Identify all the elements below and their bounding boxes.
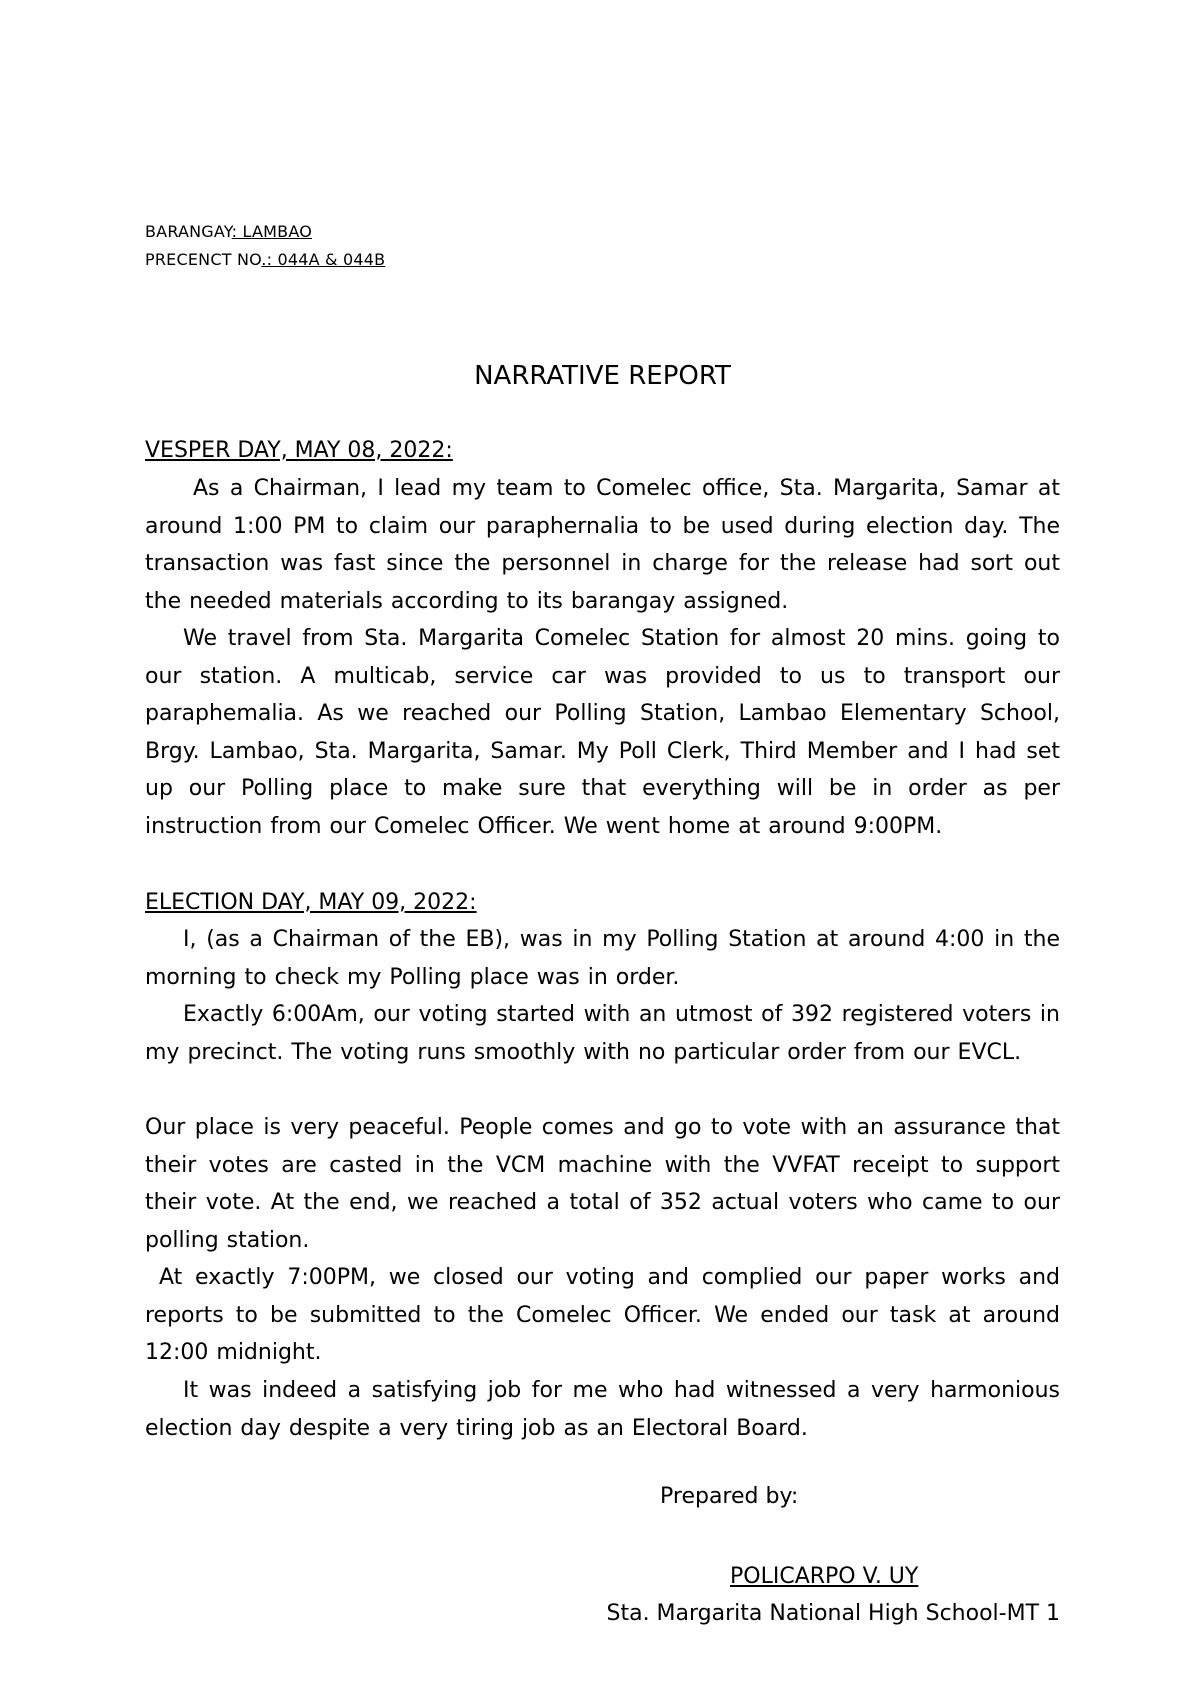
barangay-label: BARANGAY: [145, 222, 232, 241]
election-paragraph-2: Exactly 6:00Am, our voting started with an utmost of 392 registered voters in my precinct. The voting runs smoothly with no particular order from our EVCL.: [145, 1002, 1060, 1065]
signer-name: POLICARPO V. UY: [730, 1564, 919, 1589]
election-paragraph-3: Our place is very peaceful. People comes and go to vote with an assurance that their votes are casted in the VCM machine with the VVFAT receipt to support their vote. At the end, we reached a total of 352 actual voters who came to our polling station.: [145, 1115, 1060, 1253]
document-page: [145, 0, 1060, 1698]
report-title: NARRATIVE REPORT: [474, 361, 731, 391]
barangay-line: [145, 222, 312, 242]
precinct-line: [145, 250, 385, 270]
barangay-value: : LAMBAO: [231, 222, 312, 241]
election-day-heading: ELECTION DAY, MAY 09, 2022:: [145, 890, 477, 915]
prepared-by-label: Prepared by:: [660, 1484, 799, 1509]
election-paragraph-4: At exactly 7:00PM, we closed our voting and complied our paper works and reports to be submitted to the Comelec Officer. We ended our task at around 12:00 midnight.: [145, 1265, 1060, 1365]
election-paragraph-5: It was indeed a satisfying job for me who had witnessed a very harmonious election day despite a very tiring job as an Electoral Board.: [145, 1378, 1060, 1441]
vesper-paragraph-2: We travel from Sta. Margarita Comelec Station for almost 20 mins. going to our station. A multicab, service car was provided to us to transport our paraphemalia. As we reached our Polling Station, Lambao Elementary School, Brgy. Lambao, Sta. Margarita, Samar. My Poll Clerk, Third Member and I had set up our Polling place to make sure that everything will be in order as per instruction from our Comelec Officer. We went home at around 9:00PM.: [145, 626, 1060, 839]
vesper-day-heading: VESPER DAY, MAY 08, 2022:: [145, 438, 453, 463]
precinct-label: PRECENCT NO: [145, 250, 262, 269]
vesper-paragraph-1: As a Chairman, I lead my team to Comelec office, Sta. Margarita, Samar at around 1:00 PM to claim our paraphernalia to be used during election day. The transaction was fast since the personnel in charge for the release had sort out the needed materials according to its barangay assigned.: [145, 476, 1060, 614]
signer-school: Sta. Margarita National High School-MT 1: [606, 1601, 1060, 1626]
election-paragraph-1: I, (as a Chairman of the EB), was in my Polling Station at around 4:00 in the morning to check my Polling place was in order.: [145, 927, 1060, 990]
precinct-value: .: 044A & 044B: [261, 250, 386, 269]
